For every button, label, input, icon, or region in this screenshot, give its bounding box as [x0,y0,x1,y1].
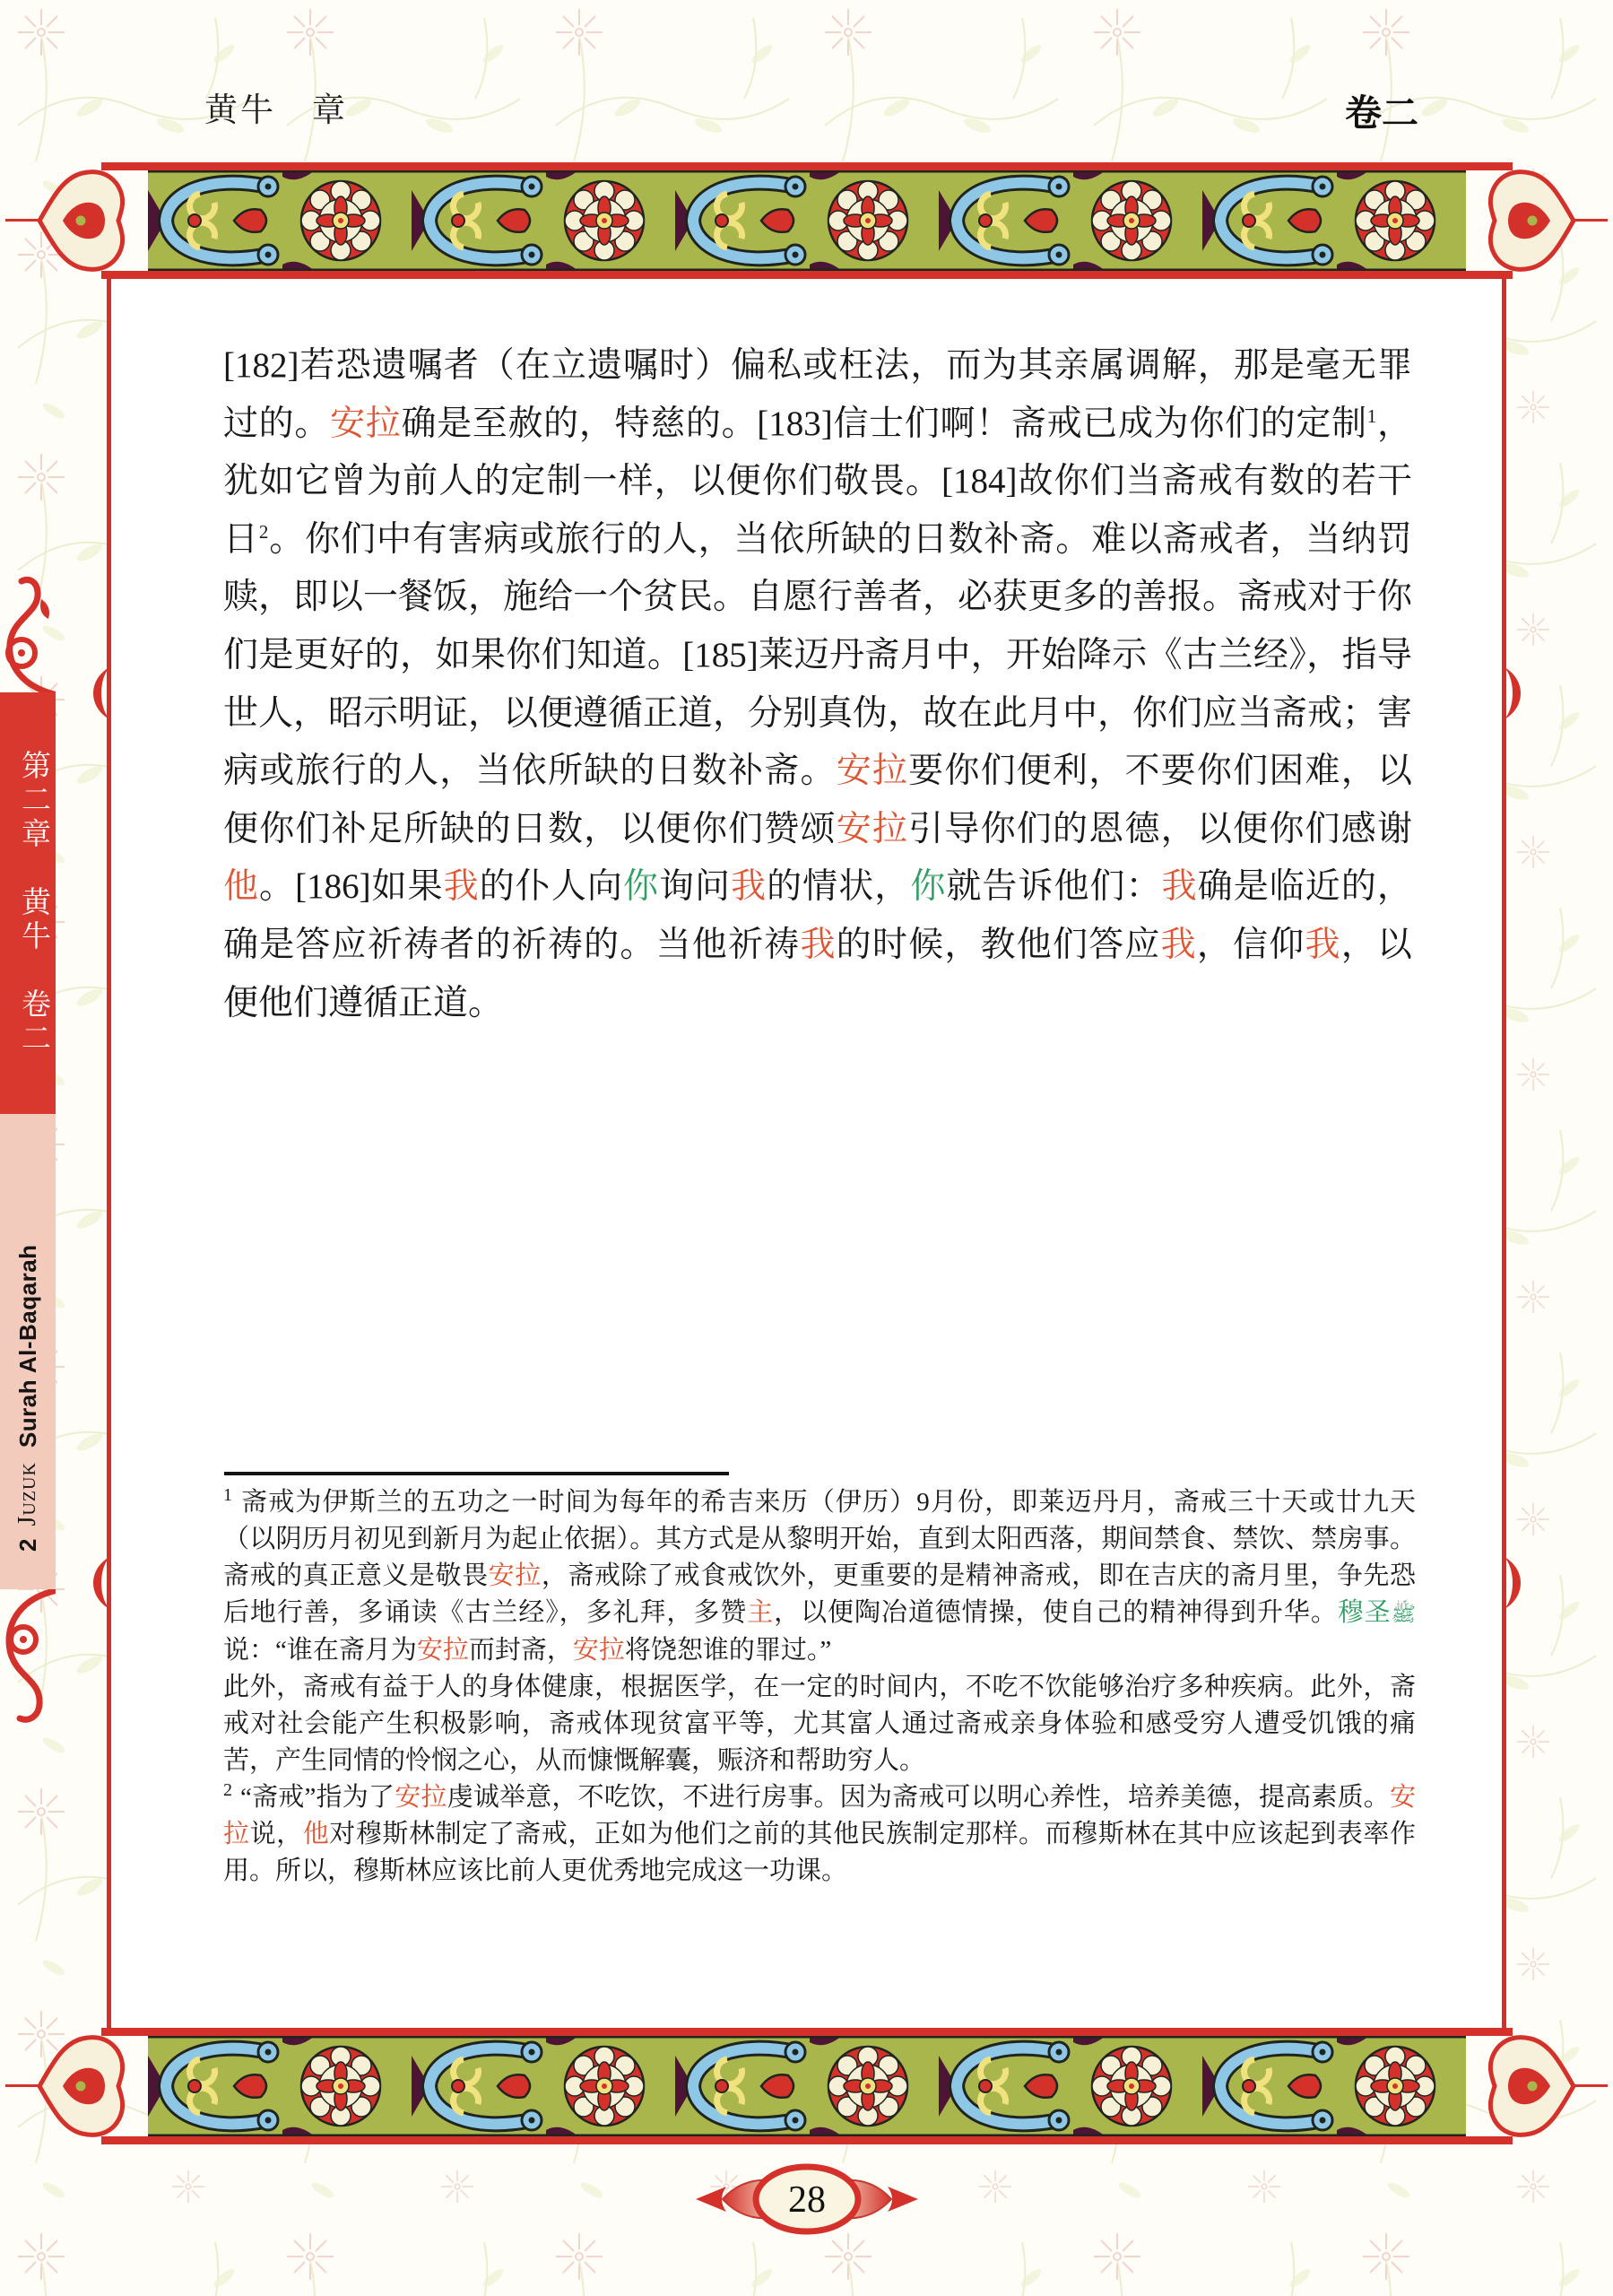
ornamental-band-bottom [101,2028,1513,2144]
edge-bracket-icon [86,1557,111,1609]
sidebar-scroll-ornament-icon [0,1589,56,1724]
band-pattern-icon [148,2036,1466,2136]
finial-ornament-icon [36,163,129,278]
page-number-cartouche [690,2154,924,2244]
finial-ornament-icon [36,2029,129,2144]
footnote-separator [224,1472,729,1475]
frame-line-right [1502,276,1506,2031]
edge-bracket-icon [86,667,111,719]
tie-line [1572,219,1608,222]
footnote-2 [223,1779,1416,1890]
frame-line-left [107,276,111,2031]
footnote-marker: 2 [223,1780,232,1801]
juz-number: 2 [13,1538,41,1552]
page-number: 28 [788,2179,826,2221]
edge-bracket-icon [1503,667,1528,719]
sidebar-chapter-tab [0,692,56,1114]
edge-bracket-icon [1503,1557,1528,1609]
finial-ornament-icon [1484,2029,1577,2144]
page-header-volume: 卷二 [1345,92,1418,134]
tie-line [1572,2084,1608,2087]
verse-text: [182]若恐遗嘱者（在立遗嘱时）偏私或枉法，而为其亲属调解，那是毫无罪过的。安拉确是至赦的，特慈的。[183]信士们啊！斋戒已成为你们的定制$^1$，犹如它曾为前人的定制一样，以便你们敬畏。[184]故你们当斋戒有数的若干日$^2$。你们中有害病或旅行的人，当依所缺的日数补斋。难以斋戒者，当纳罚赎，即以一餐饭，施给一个贫民。自愿行善者，必获更多的善报。斋戒对于你们是更好的，如果你们知道。[185]莱迈丹斋月中，开始降示《古兰经》，指导世人，昭示明证，以便遵循正道，分别真伪，故在此月中，你们应当斋戒；害病或旅行的人，当依所缺的日数补斋。安拉要你们便利，不要你们困难，以便你们补足所缺的日数，以便你们赞颂安拉引导你们的恩德，以便你们感谢他。[186]如果我的仆人向你询问我的情状，你就告诉他们：我确是临近的，确是答应祈祷者的祈祷的。当他祈祷我的时候，教他们答应我，信仰我，以便他们遵循正道。 [223,346,1413,1022]
tie-line [5,2084,41,2087]
footnote-marker: 1 [223,1485,232,1506]
finial-ornament-icon [1484,163,1577,278]
juz-word: Juzuk [13,1462,41,1526]
band-pattern-icon [148,170,1466,271]
surah-name: Surah Al-Baqarah [13,1244,41,1448]
footnote-1 [223,1484,1416,1779]
sidebar-chapter-label: 第二章 黄牛 卷二 [17,750,49,1057]
sidebar-scroll-ornament-icon [0,576,56,696]
page-header-chapter: 黄牛 章 [204,92,348,129]
tie-line [5,219,41,222]
ornamental-band-top [101,162,1513,279]
footnote-1-body: 斋戒为伊斯兰的五功之一时间为每年的希吉来历（伊历）9月份，即莱迈丹月，斋戒三十天或廿九天（以阴历月初见到新月为起止依据）。其方式是从黎明开始，直到太阳西落，期间禁食、禁饮、禁房事。斋戒的真正意义是敬畏安拉，斋戒除了戒食戒饮外，更重要的是精神斋戒，即在吉庆的斋月里，争先恐后地行善，多诵读《古兰经》，多礼拜，多赞主，以便陶冶道德情操，使自己的精神得到升华。穆圣ﷺ说：“谁在斋月为安拉而封斋，安拉将饶恕谁的罪过。” 此外，斋戒有益于人的身体健康，根据医学，在一定的时间内，不吃不饮能够治疗多种疾病。此外，斋戒对社会能产生积极影响，斋戒体现贫富平等，尤其富人通过斋戒亲身体验和感受穷人遭受饥饿的痛苦，产生同情的怜悯之心，从而慷慨解囊，赈济和帮助穷人。 [223,1488,1416,1775]
sidebar-juz-label [0,1114,56,1589]
footnote-2-body: “斋戒”指为了安拉虔诚举意，不吃饮，不进行房事。因为斋戒可以明心养性，培养美德，提高素质。安拉说，他对穆斯林制定了斋戒，正如为他们之前的其他民族制定那样。而穆斯林在其中应该起到表率作用。所以，穆斯林应该比前人更优秀地完成这一功课。 [223,1783,1416,1885]
footnotes [223,1484,1416,1890]
